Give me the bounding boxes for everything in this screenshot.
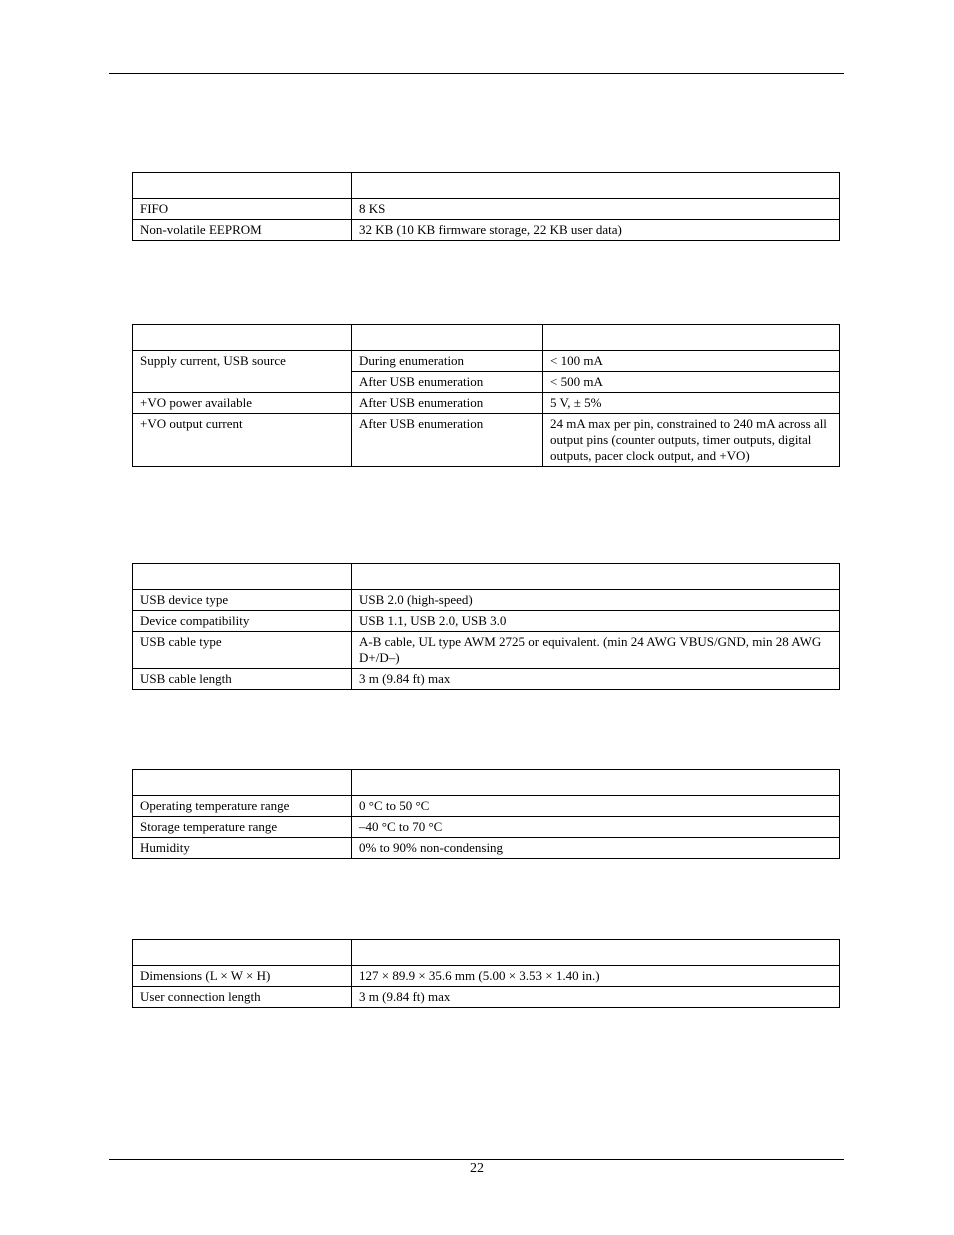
param-cell: USB cable length: [133, 669, 352, 690]
spec-cell: 0% to 90% non-condensing: [352, 838, 840, 859]
power-spec-table: [132, 324, 840, 467]
table-header-row: [133, 173, 840, 199]
param-cell: FIFO: [133, 199, 352, 220]
header-cell: [133, 173, 352, 199]
header-rule: [109, 73, 844, 74]
spec-cell: 24 mA max per pin, constrained to 240 mA across all output pins (counter outputs, timer outputs, digital outputs, pacer clock output, and +VO): [543, 414, 840, 467]
spec-cell: 3 m (9.84 ft) max: [352, 987, 840, 1008]
header-cell: [352, 325, 543, 351]
spec-cell: –40 °C to 70 °C: [352, 817, 840, 838]
param-cell: Device compatibility: [133, 611, 352, 632]
header-cell: [133, 325, 352, 351]
table-row: [133, 351, 840, 372]
param-cell: Supply current, USB source: [133, 351, 352, 393]
table-row: [133, 796, 840, 817]
table-row: [133, 590, 840, 611]
spec-cell: < 100 mA: [543, 351, 840, 372]
condition-cell: During enumeration: [352, 351, 543, 372]
spec-cell: A-B cable, UL type AWM 2725 or equivalent. (min 24 AWG VBUS/GND, min 28 AWG D+/D–): [352, 632, 840, 669]
table-row: [133, 838, 840, 859]
spec-cell: 32 KB (10 KB firmware storage, 22 KB user data): [352, 220, 840, 241]
table-header-row: [133, 564, 840, 590]
header-cell: [352, 770, 840, 796]
spec-cell: < 500 mA: [543, 372, 840, 393]
table-row: [133, 611, 840, 632]
environmental-spec-table: [132, 769, 840, 859]
param-cell: +VO output current: [133, 414, 352, 467]
table-row: [133, 414, 840, 467]
condition-cell: After USB enumeration: [352, 372, 543, 393]
header-cell: [133, 564, 352, 590]
param-cell: USB device type: [133, 590, 352, 611]
header-cell: [352, 173, 840, 199]
param-cell: +VO power available: [133, 393, 352, 414]
table-row: [133, 817, 840, 838]
param-cell: Operating temperature range: [133, 796, 352, 817]
spec-cell: USB 1.1, USB 2.0, USB 3.0: [352, 611, 840, 632]
table-row: [133, 220, 840, 241]
header-cell: [133, 770, 352, 796]
table-row: [133, 632, 840, 669]
table-header-row: [133, 325, 840, 351]
memory-spec-table: [132, 172, 840, 241]
table-header-row: [133, 940, 840, 966]
param-cell: Non-volatile EEPROM: [133, 220, 352, 241]
param-cell: User connection length: [133, 987, 352, 1008]
table-row: [133, 669, 840, 690]
table-row: [133, 199, 840, 220]
usb-spec-table: [132, 563, 840, 690]
spec-cell: 8 KS: [352, 199, 840, 220]
param-cell: Dimensions (L × W × H): [133, 966, 352, 987]
spec-cell: 127 × 89.9 × 35.6 mm (5.00 × 3.53 × 1.40 in.): [352, 966, 840, 987]
param-cell: Humidity: [133, 838, 352, 859]
table-row: [133, 987, 840, 1008]
spec-cell: USB 2.0 (high-speed): [352, 590, 840, 611]
param-cell: Storage temperature range: [133, 817, 352, 838]
table-row: [133, 966, 840, 987]
header-cell: [352, 564, 840, 590]
condition-cell: After USB enumeration: [352, 414, 543, 467]
footer-rule: [109, 1159, 844, 1160]
page-number: 22: [470, 1161, 484, 1176]
table-header-row: [133, 770, 840, 796]
condition-cell: After USB enumeration: [352, 393, 543, 414]
table-row: [133, 393, 840, 414]
header-cell: [543, 325, 840, 351]
spec-cell: 0 °C to 50 °C: [352, 796, 840, 817]
header-cell: [133, 940, 352, 966]
mechanical-spec-table: [132, 939, 840, 1008]
spec-cell: 5 V, ± 5%: [543, 393, 840, 414]
param-cell: USB cable type: [133, 632, 352, 669]
spec-cell: 3 m (9.84 ft) max: [352, 669, 840, 690]
header-cell: [352, 940, 840, 966]
